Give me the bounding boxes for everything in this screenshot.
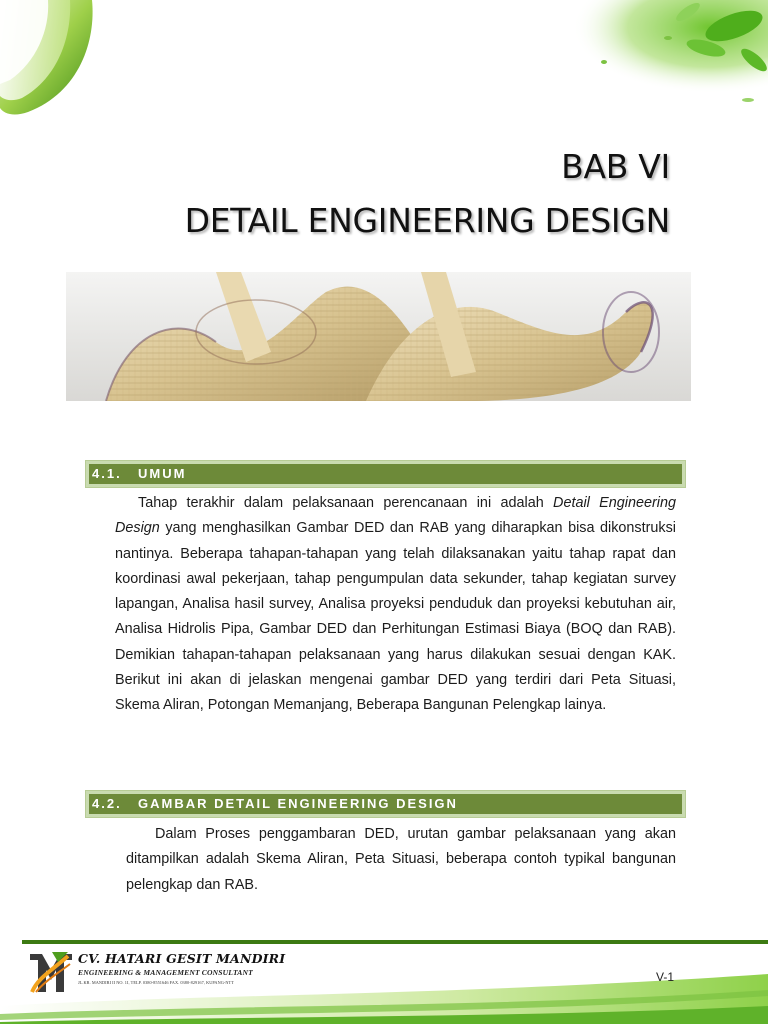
section-title: UMUM <box>138 466 187 481</box>
chapter-title <box>185 140 670 248</box>
paragraph-text: yang menghasilkan Gambar DED dan RAB yang diharapkan bisa dikonstruksi nantinya. Beberapa tahapan-tahapan yang telah dilaksanakan yaitu tahap rapat dan koordinasi awal pekerjaan, tahap pengumpulan data sekunder, tahap kegiatan survey lapangan, Analisa hasil survey, Analisa proyeksi penduduk dan proyeksi kebutuhan air, Analisa Hidrolis Pipa, Gambar DED dan Perhitungan Estimasi Biaya (BOQ dan RAB). Demikian tahapan-tahapan pelaksanaan yang harus dilakukan sesuai dengan KAK. Berikut ini akan di jelaskan mengenai gambar DED yang terdiri dari Peta Situasi, Skema Aliran, Potongan Memanjang, Beberapa Bangunan Pelengkap lainya. <box>115 520 676 714</box>
paragraph-text: Tahap terakhir dalam pelaksanaan perencanaan ini adalah <box>138 495 554 511</box>
company-subtitle: ENGINEERING & MANAGEMENT CONSULTANT <box>78 968 253 977</box>
leaf-decoration-top-right <box>538 0 768 110</box>
company-name: CV. HATARI GESIT MANDIRI <box>78 951 286 966</box>
section-header-gambar-ded <box>86 791 685 817</box>
section-paragraph-umum <box>115 491 676 719</box>
company-address: JL.KR. MANDIRI II NO. 1I, TELP. 0380-8551646 FAX. 0380-829167, KUPANG-NTT <box>78 980 234 985</box>
paragraph-italic-term: Detail Engineering Design <box>115 495 676 537</box>
company-info <box>78 951 285 985</box>
leaf-decoration-top-left <box>0 0 100 118</box>
banner-photo <box>66 272 691 401</box>
page-number: V-1 <box>656 970 675 984</box>
section-header-umum <box>86 461 685 487</box>
chapter-number: BAB VI <box>561 147 670 186</box>
section-number: 4.1. <box>92 466 122 481</box>
section-number: 4.2. <box>92 796 122 811</box>
chapter-heading: DETAIL ENGINEERING DESIGN <box>184 201 670 240</box>
section-paragraph-gambar-ded: Dalam Proses penggambaran DED, urutan gambar pelaksanaan yang akan ditampilkan adalah Skema Aliran, Peta Situasi, beberapa contoh typikal bangunan pelengkap dan RAB. <box>126 826 676 893</box>
section-title: GAMBAR DETAIL ENGINEERING DESIGN <box>138 796 458 811</box>
footer-divider <box>22 940 768 944</box>
company-logo-icon <box>28 948 74 994</box>
